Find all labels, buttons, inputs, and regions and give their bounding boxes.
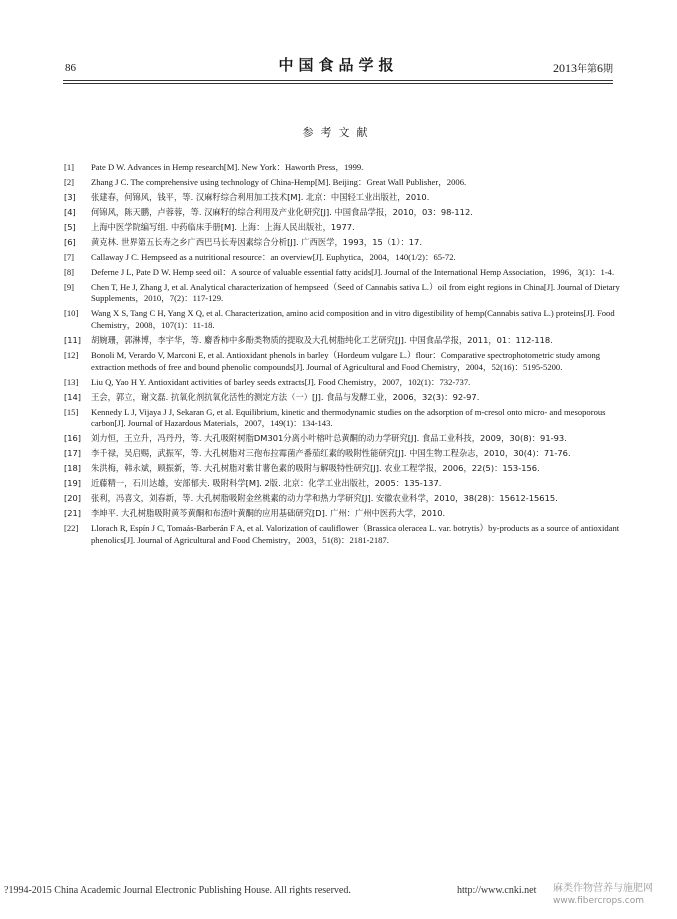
reference-text: Zhang J C. The comprehensive using technology of China-Hemp[M]. Beijing：Great Wall Publisher，2006. [91,176,467,187]
reference-text: 王会，郭立，谢文磊. 抗氧化剂抗氧化活性的测定方法（一）[J]. 食品与发酵工业，2006，32(3)：92-97. [91,391,480,402]
reference-item [64,207,620,219]
reference-number: [11] [64,335,82,346]
reference-number: [8] [64,266,75,277]
reference-number: [5] [64,221,76,232]
issue-year: 2013 [553,61,577,75]
reference-text: Callaway J C. Hempseed as a nutritional resource：an overview[J]. Euphytica，2004，140(1/2)：65-72. [91,251,456,262]
reference-item [64,523,620,546]
reference-text: Chen T, He J, Zhang J, et al. Analytical characterization of hempseed（Seed of Cannabis sativa L.）oil from eight regions in China[J]. Journal of Dietary Supplements，2010，7(2)：117-129. [91,281,620,304]
reference-text: 胡婉珊，郭淋博，李宇华，等. 麝香柿中多酚类物质的提取及大孔树脂纯化工艺研究[J]. 中国食品学报，2011，01：112-118. [91,335,553,346]
reference-text: 张建春，何锦风，钱平，等. 汉麻籽综合利用加工技术[M]. 北京：中国轻工业出版社，2010. [91,191,430,202]
reference-number: [19] [64,478,82,489]
reference-number: [6] [64,236,76,247]
reference-item [64,407,620,430]
reference-number: [10] [64,308,79,319]
reference-list [64,162,620,550]
reference-number: [20] [64,493,82,504]
reference-text: 上海中医学院编写组. 中药临床手册[M]. 上海：上海人民出版社，1977. [91,221,355,232]
reference-number: [4] [64,206,76,217]
reference-item [64,282,620,305]
header-rule-bottom [63,83,613,84]
reference-number: [21] [64,508,82,519]
reference-text: 李千禄，吴启赐，武振军，等. 大孔树脂对三孢布拉霉菌产番茄红素的吸附性能研究[J]. 中国生物工程杂志，2010，30(4)：71-76. [91,448,571,459]
header-rule-top [63,80,613,81]
reference-item [64,192,620,204]
issue-year-suffix: 年第 [577,64,597,75]
issue-suffix: 期 [603,64,613,75]
journal-title: 中国食品学报 [278,56,399,74]
reference-item [64,448,620,460]
reference-item [64,177,620,189]
reference-item [64,222,620,234]
reference-number: [16] [64,433,82,444]
reference-text: 刘力恒，王立升，冯丹丹，等. 大孔吸附树脂DM301分离小叶榕叶总黄酮的动力学研究[J]. 食品工业科技，2009，30(8)：91-93. [91,433,567,444]
reference-text: 张利，冯喜文，刘春新，等. 大孔树脂吸附金丝桃素的动力学和热力学研究[J]. 安徽农业科学，2010，38(28)：15612-15615. [91,493,558,504]
issue-number: 6 [597,61,603,75]
reference-number: [17] [64,448,82,459]
reference-item [64,493,620,505]
reference-number: [3] [64,191,76,202]
reference-text: 李坤平. 大孔树脂吸附黄芩黄酮和布渣叶黄酮的应用基础研究[D]. 广州：广州中医药大学，2010. [91,508,446,519]
reference-item [64,433,620,445]
reference-item [64,267,620,279]
reference-text: Liu Q, Yao H Y. Antioxidant activities of barley seeds extracts[J]. Food Chemistry，2007，102(1)：732-737. [91,376,471,387]
page-header [0,0,677,90]
reference-text: 何锦风，陈天鹏，卢蓉蓉，等. 汉麻籽的综合利用及产业化研究[J]. 中国食品学报，2010，03：98-112. [91,206,473,217]
reference-number: [15] [64,406,79,417]
reference-number: [14] [64,391,82,402]
reference-item [64,252,620,264]
reference-item [64,162,620,174]
reference-item [64,508,620,520]
reference-text: Deferne J L, Pate D W. Hemp seed oil：A source of valuable essential fatty acids[J]. Journal of the International Hemp Association，1996，3(1)：1-4. [91,266,615,277]
reference-number: [22] [64,523,79,534]
references-heading: 参考文献 [302,126,375,139]
reference-item [64,463,620,475]
reference-number: [18] [64,463,82,474]
reference-item [64,350,620,373]
page-number: 86 [65,62,76,74]
issue-info [553,60,613,76]
reference-text: Bonoli M, Verardo V, Marconi E, et al. Antioxidant phenols in barley（Hordeum vulgare L.）flour：Comparative spectrophotometric study among extraction methods of free and bound phenolic compounds[J]. Journal of Agricultural and Food Chemistry，2004，52(16)：5195-5200. [91,350,601,372]
watermark [553,883,653,907]
copyright-notice: ?1994-2015 China Academic Journal Electronic Publishing House. All rights reserved. [4,885,351,896]
reference-item [64,237,620,249]
reference-text: 近藤精一，石川达雄，安部郁夫. 吸附科学[M]. 2版. 北京：化学工业出版社，2005：135-137. [91,478,442,489]
reference-text: Llorach R, Espín J C, Tomaás-Barberán F A, et al. Valorization of cauliflower（Brassica oleracea L. var. botrytis）by-products as a source of antioxidant phenolics[J]. Journal of Agricultural and Food Chemistry，2003，51(8)：2181-2187. [91,523,620,545]
cnki-link[interactable]: http://www.cnki.net [457,885,537,896]
reference-item [64,308,620,331]
reference-item [64,335,620,347]
reference-number: [9] [64,281,75,292]
reference-number: [7] [64,251,75,262]
reference-item [64,377,620,389]
reference-text: Pate D W. Advances in Hemp research[M]. New York：Haworth Press，1999. [91,162,364,172]
reference-text: Wang X S, Tang C H, Yang X Q, et al. Characterization, amino acid composition and in vitro digestibility of hemp(Cannabis sativa L.) proteins[J]. Food Chemistry，2008，107(1)：11-18. [91,308,615,331]
reference-item [64,478,620,490]
reference-text: Kennedy L J, Vijaya J J, Sekaran G, et al. Equilibrium, kinetic and thermodynamic studies on the adsorption of m-cresol onto micro- and mesoporous carbon[J]. Journal of Hazardous Materials，2007，149(1)：134-143. [91,406,606,429]
reference-item [64,392,620,404]
reference-text: 黄克林. 世界第五长寿之乡广西巴马长寿因素综合分析[J]. 广西医学，1993，15（1）：17. [91,236,422,247]
reference-text: 朱洪梅，韩永斌，顾振新，等. 大孔树脂对紫甘薯色素的吸附与解吸特性研究[J]. 农业工程学报，2006，22(5)：153-156. [91,463,540,474]
reference-number: [2] [64,176,75,187]
reference-number: [12] [64,350,79,361]
reference-number: [13] [64,376,79,387]
reference-number: [1] [64,162,75,172]
watermark-title: 麻类作物营养与施肥网 [553,883,653,894]
watermark-url: www.fibercrops.com [553,896,644,906]
